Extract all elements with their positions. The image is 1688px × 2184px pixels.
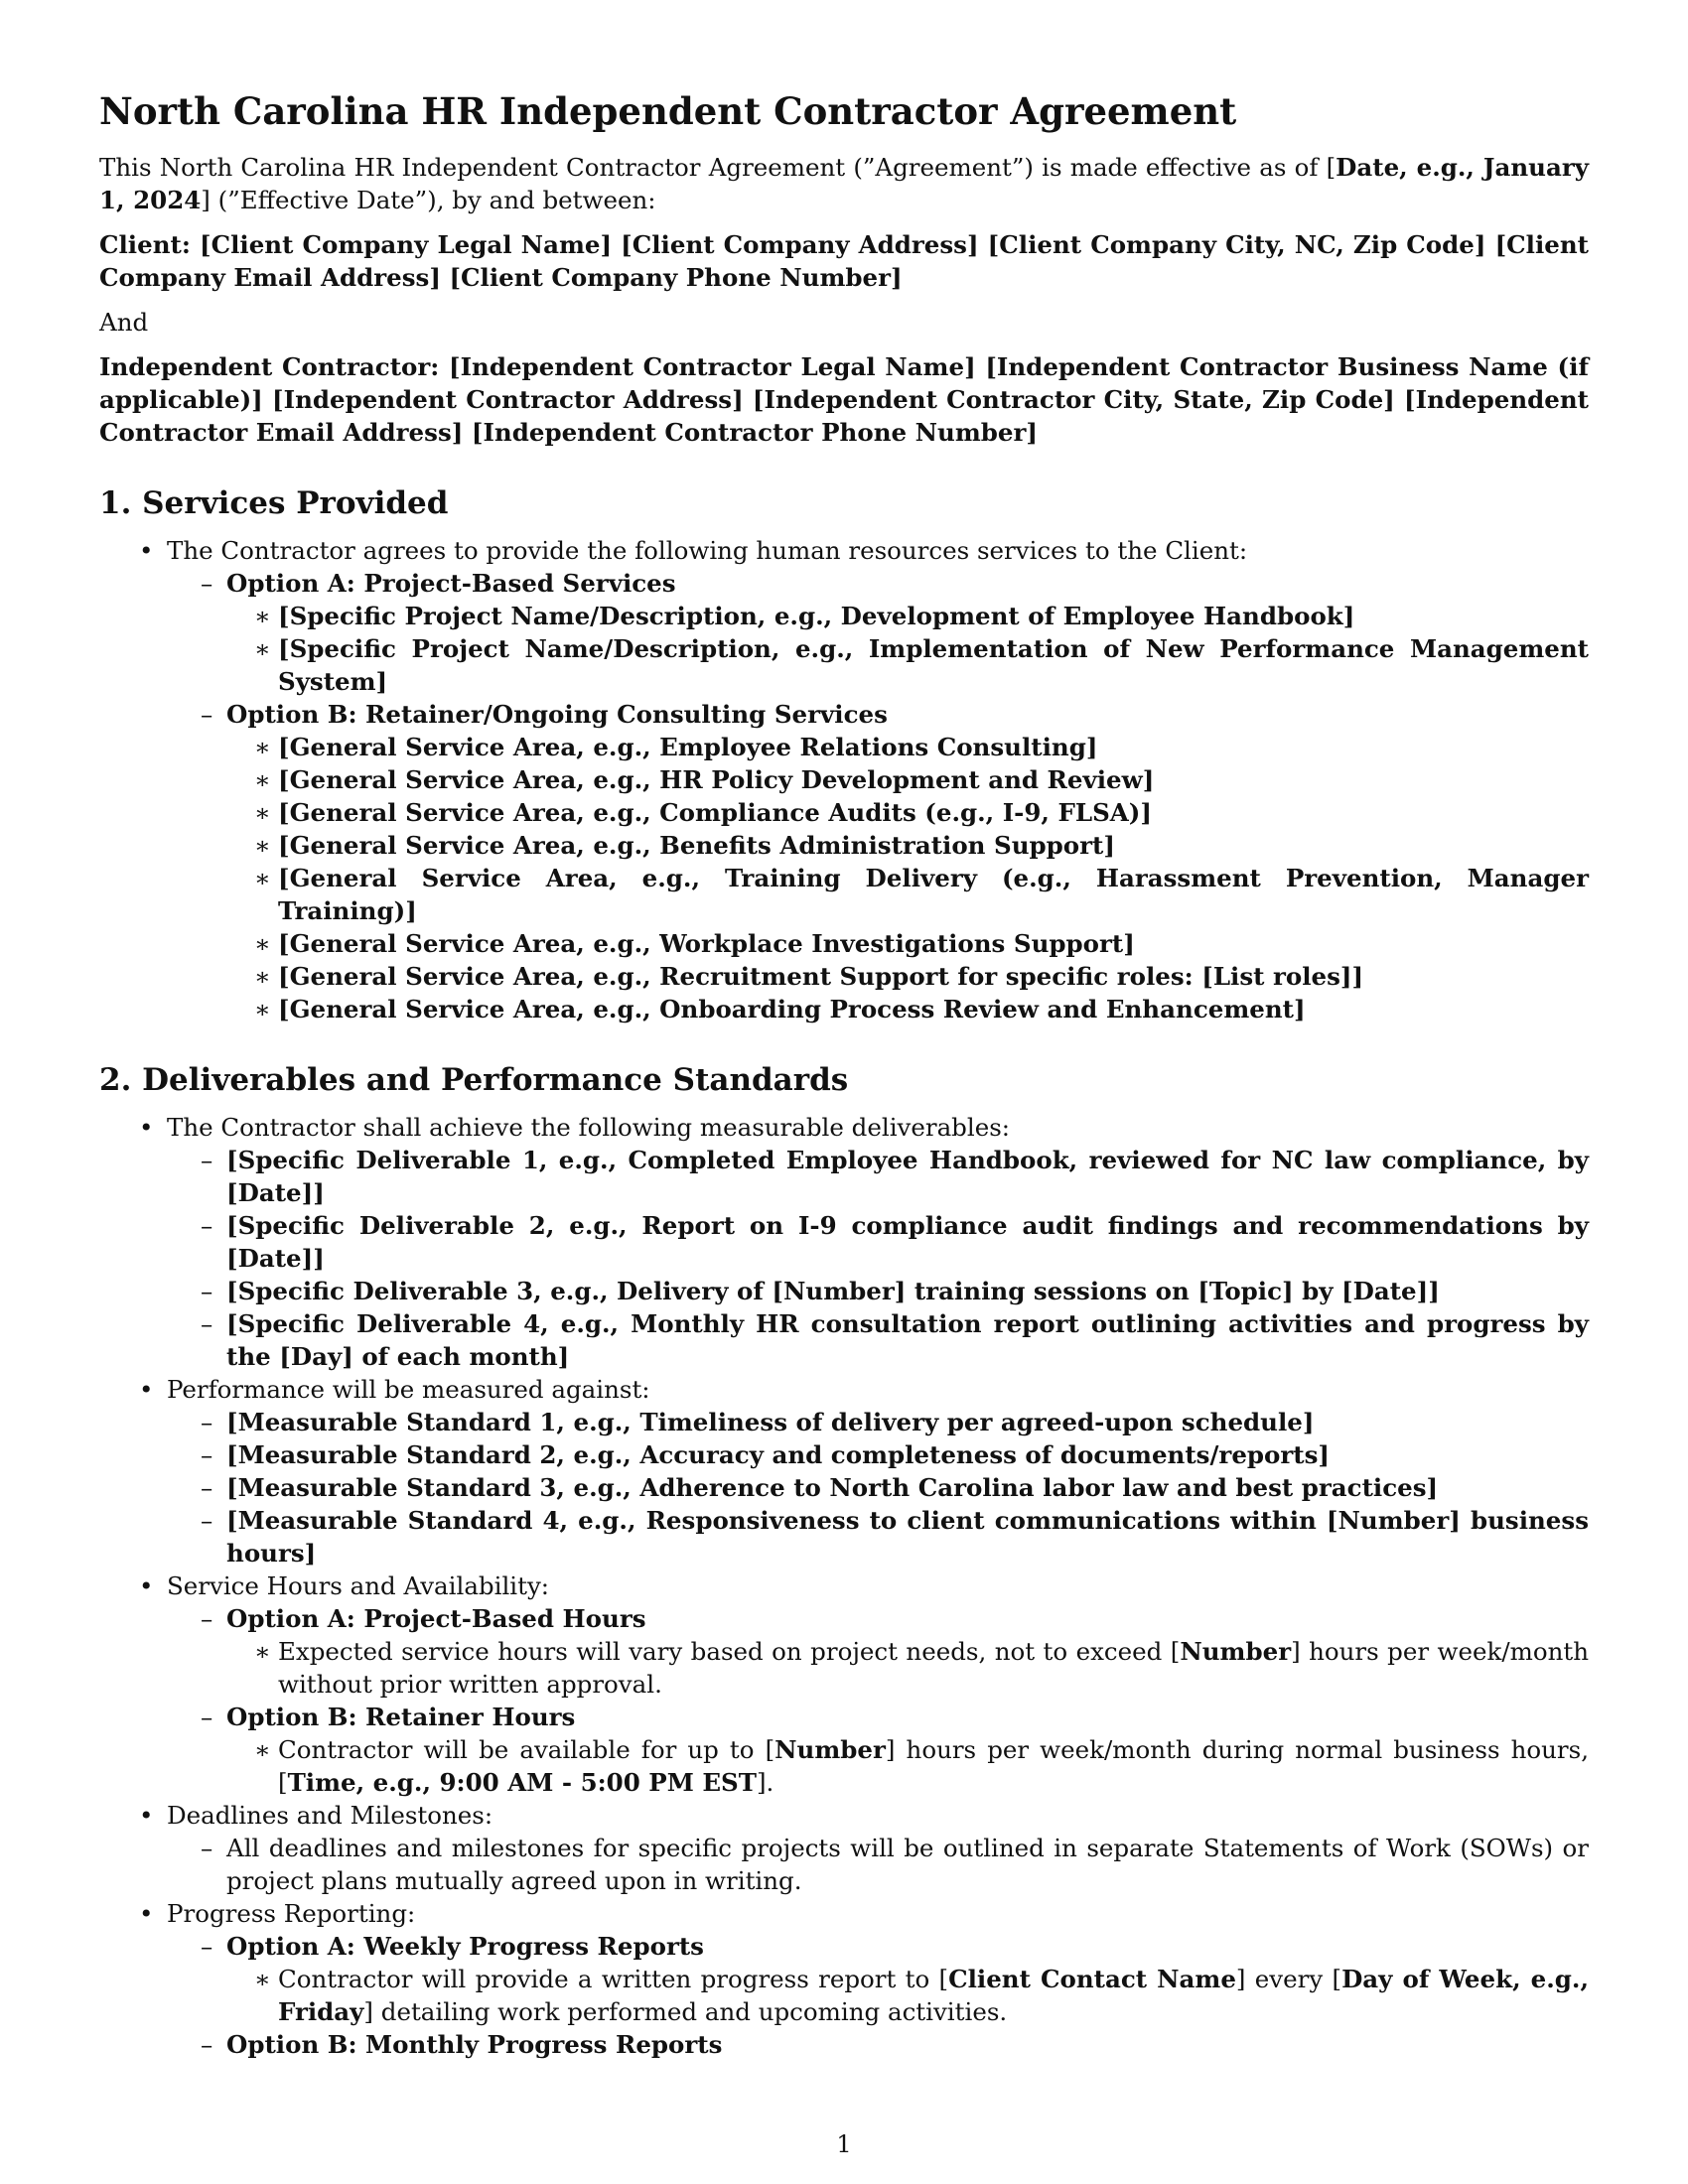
services-lead: The Contractor agrees to provide the following human resources services to the Client: [167,536,1248,565]
progress-lead: Progress Reporting: [167,1899,416,1928]
effective-date-placeholder: Date, e.g., January 1, 2024 [99,153,1589,214]
time-placeholder: Time, e.g., 9:00 AM - 5:00 PM EST [287,1768,757,1797]
document-page [99,87,1589,2061]
day-of-week-placeholder: Day of Week, e.g., Friday [278,1965,1589,2026]
list-item: – [Measurable Standard 2, e.g., Accuracy and completeness of documents/reports] [167,1438,1589,1471]
hours-option-b-label: Option B: Retainer Hours [226,1703,576,1731]
list-item: – All deadlines and milestones for specific projects will be outlined in separate Statements of Work (SOWs) or project plans mutually agreed upon in writing. [167,1832,1589,1897]
list-item: ∗ [General Service Area, e.g., Employee Relations Consulting] [226,731,1589,763]
progress-option-a-label: Option A: Weekly Progress Reports [226,1932,704,1961]
list-item: ∗ [General Service Area, e.g., Workplace Investigations Support] [226,927,1589,960]
list-item [167,1602,1589,1701]
option-b-label: Option B: Retainer/Ongoing Consulting Services [226,700,888,729]
contractor-block: Independent Contractor: [Independent Contractor Legal Name] [Independent Contractor Business Name (if applicable)] [Independent Contractor Address] [Independent Contractor City, State, Zip Code] [Independent Contractor Email Address] [Independent Contractor Phone Number] [99,352,1589,447]
list-item: ∗ Contractor will be available for up to [Number] hours per week/month during normal business hours, [Time, e.g., 9:00 AM - 5:00 PM EST]. [226,1733,1589,1799]
list-item [99,1799,1589,1897]
list-item [99,1373,1589,1570]
list-item [167,698,1589,1025]
hours-option-a-label: Option A: Project-Based Hours [226,1604,646,1633]
client-block: Client: [Client Company Legal Name] [Client Company Address] [Client Company City, NC, Zip Code] [Client Company Email Address] [Client Company Phone Number] [99,230,1589,292]
list-item: – [Specific Deliverable 1, e.g., Completed Employee Handbook, reviewed for NC law compliance, by [Date]] [167,1144,1589,1209]
list-item: ∗ [General Service Area, e.g., Benefits Administration Support] [226,829,1589,862]
document-title: North Carolina HR Independent Contractor Agreement [99,89,1237,133]
list-item [167,1930,1589,2028]
list-item [167,1701,1589,1799]
progress-option-b-label: Option B: Monthly Progress Reports [226,2030,723,2059]
list-item: ∗ [General Service Area, e.g., Recruitment Support for specific roles: [List roles]] [226,960,1589,993]
standards-lead: Performance will be measured against: [167,1375,650,1404]
list-item: ∗ [Specific Project Name/Description, e.g., Implementation of New Performance Management System] [226,632,1589,698]
list-item [167,2028,1589,2061]
deliverables-lead: The Contractor shall achieve the following measurable deliverables: [167,1113,1011,1142]
section-1-heading: 1. Services Provided [99,485,449,521]
list-item: ∗ [General Service Area, e.g., Compliance Audits (e.g., I-9, FLSA)] [226,796,1589,829]
list-item: ∗ [General Service Area, e.g., Training Delivery (e.g., Harassment Prevention, Manager Training)] [226,862,1589,927]
list-item: ∗ Expected service hours will vary based on project needs, not to exceed [Number] hours per week/month without prior written approval. [226,1635,1589,1701]
list-item: ∗ [General Service Area, e.g., Onboarding Process Review and Enhancement] [226,993,1589,1025]
intro-paragraph [99,151,1589,216]
deadlines-lead: Deadlines and Milestones: [167,1801,493,1830]
intro-text-pre: This North Carolina HR Independent Contractor Agreement (”Agreement”) is made effective as of [ [99,153,1336,182]
list-item [99,1897,1589,2061]
section-2-list [99,1111,1589,2061]
list-item: ∗ Contractor will provide a written progress report to [Client Contact Name] every [Day of Week, e.g., Friday] detailing work performed and upcoming activities. [226,1963,1589,2028]
hours-lead: Service Hours and Availability: [167,1571,550,1600]
option-a-label: Option A: Project-Based Services [226,569,676,598]
list-item: – [Specific Deliverable 2, e.g., Report on I-9 compliance audit findings and recommendations by [Date]] [167,1209,1589,1275]
number-placeholder: Number [1180,1637,1292,1666]
section-2-heading: 2. Deliverables and Performance Standards [99,1062,849,1098]
list-item: – [Specific Deliverable 3, e.g., Delivery of [Number] training sessions on [Topic] by [Date]] [167,1275,1589,1307]
client-contact-placeholder: Client Contact Name [948,1965,1236,1993]
list-item: – [Measurable Standard 4, e.g., Responsiveness to client communications within [Number] business hours] [167,1504,1589,1570]
list-item: – [Measurable Standard 3, e.g., Adherence to North Carolina labor law and best practices] [167,1471,1589,1504]
list-item: – [Measurable Standard 1, e.g., Timeliness of delivery per agreed-upon schedule] [167,1406,1589,1438]
number-placeholder: Number [774,1735,886,1764]
list-item [99,1111,1589,1373]
intro-text-post: ] (”Effective Date”), by and between: [201,186,656,214]
list-item: ∗ [General Service Area, e.g., HR Policy Development and Review] [226,763,1589,796]
list-item: ∗ [Specific Project Name/Description, e.g., Development of Employee Handbook] [226,600,1589,632]
section-1-list [99,534,1589,1025]
page-number: 1 [836,2130,852,2158]
list-item [99,1570,1589,1799]
and-text: And [99,308,149,337]
list-item [99,534,1589,1025]
list-item: – [Specific Deliverable 4, e.g., Monthly HR consultation report outlining activities and progress by the [Day] of each month] [167,1307,1589,1373]
list-item [167,567,1589,698]
